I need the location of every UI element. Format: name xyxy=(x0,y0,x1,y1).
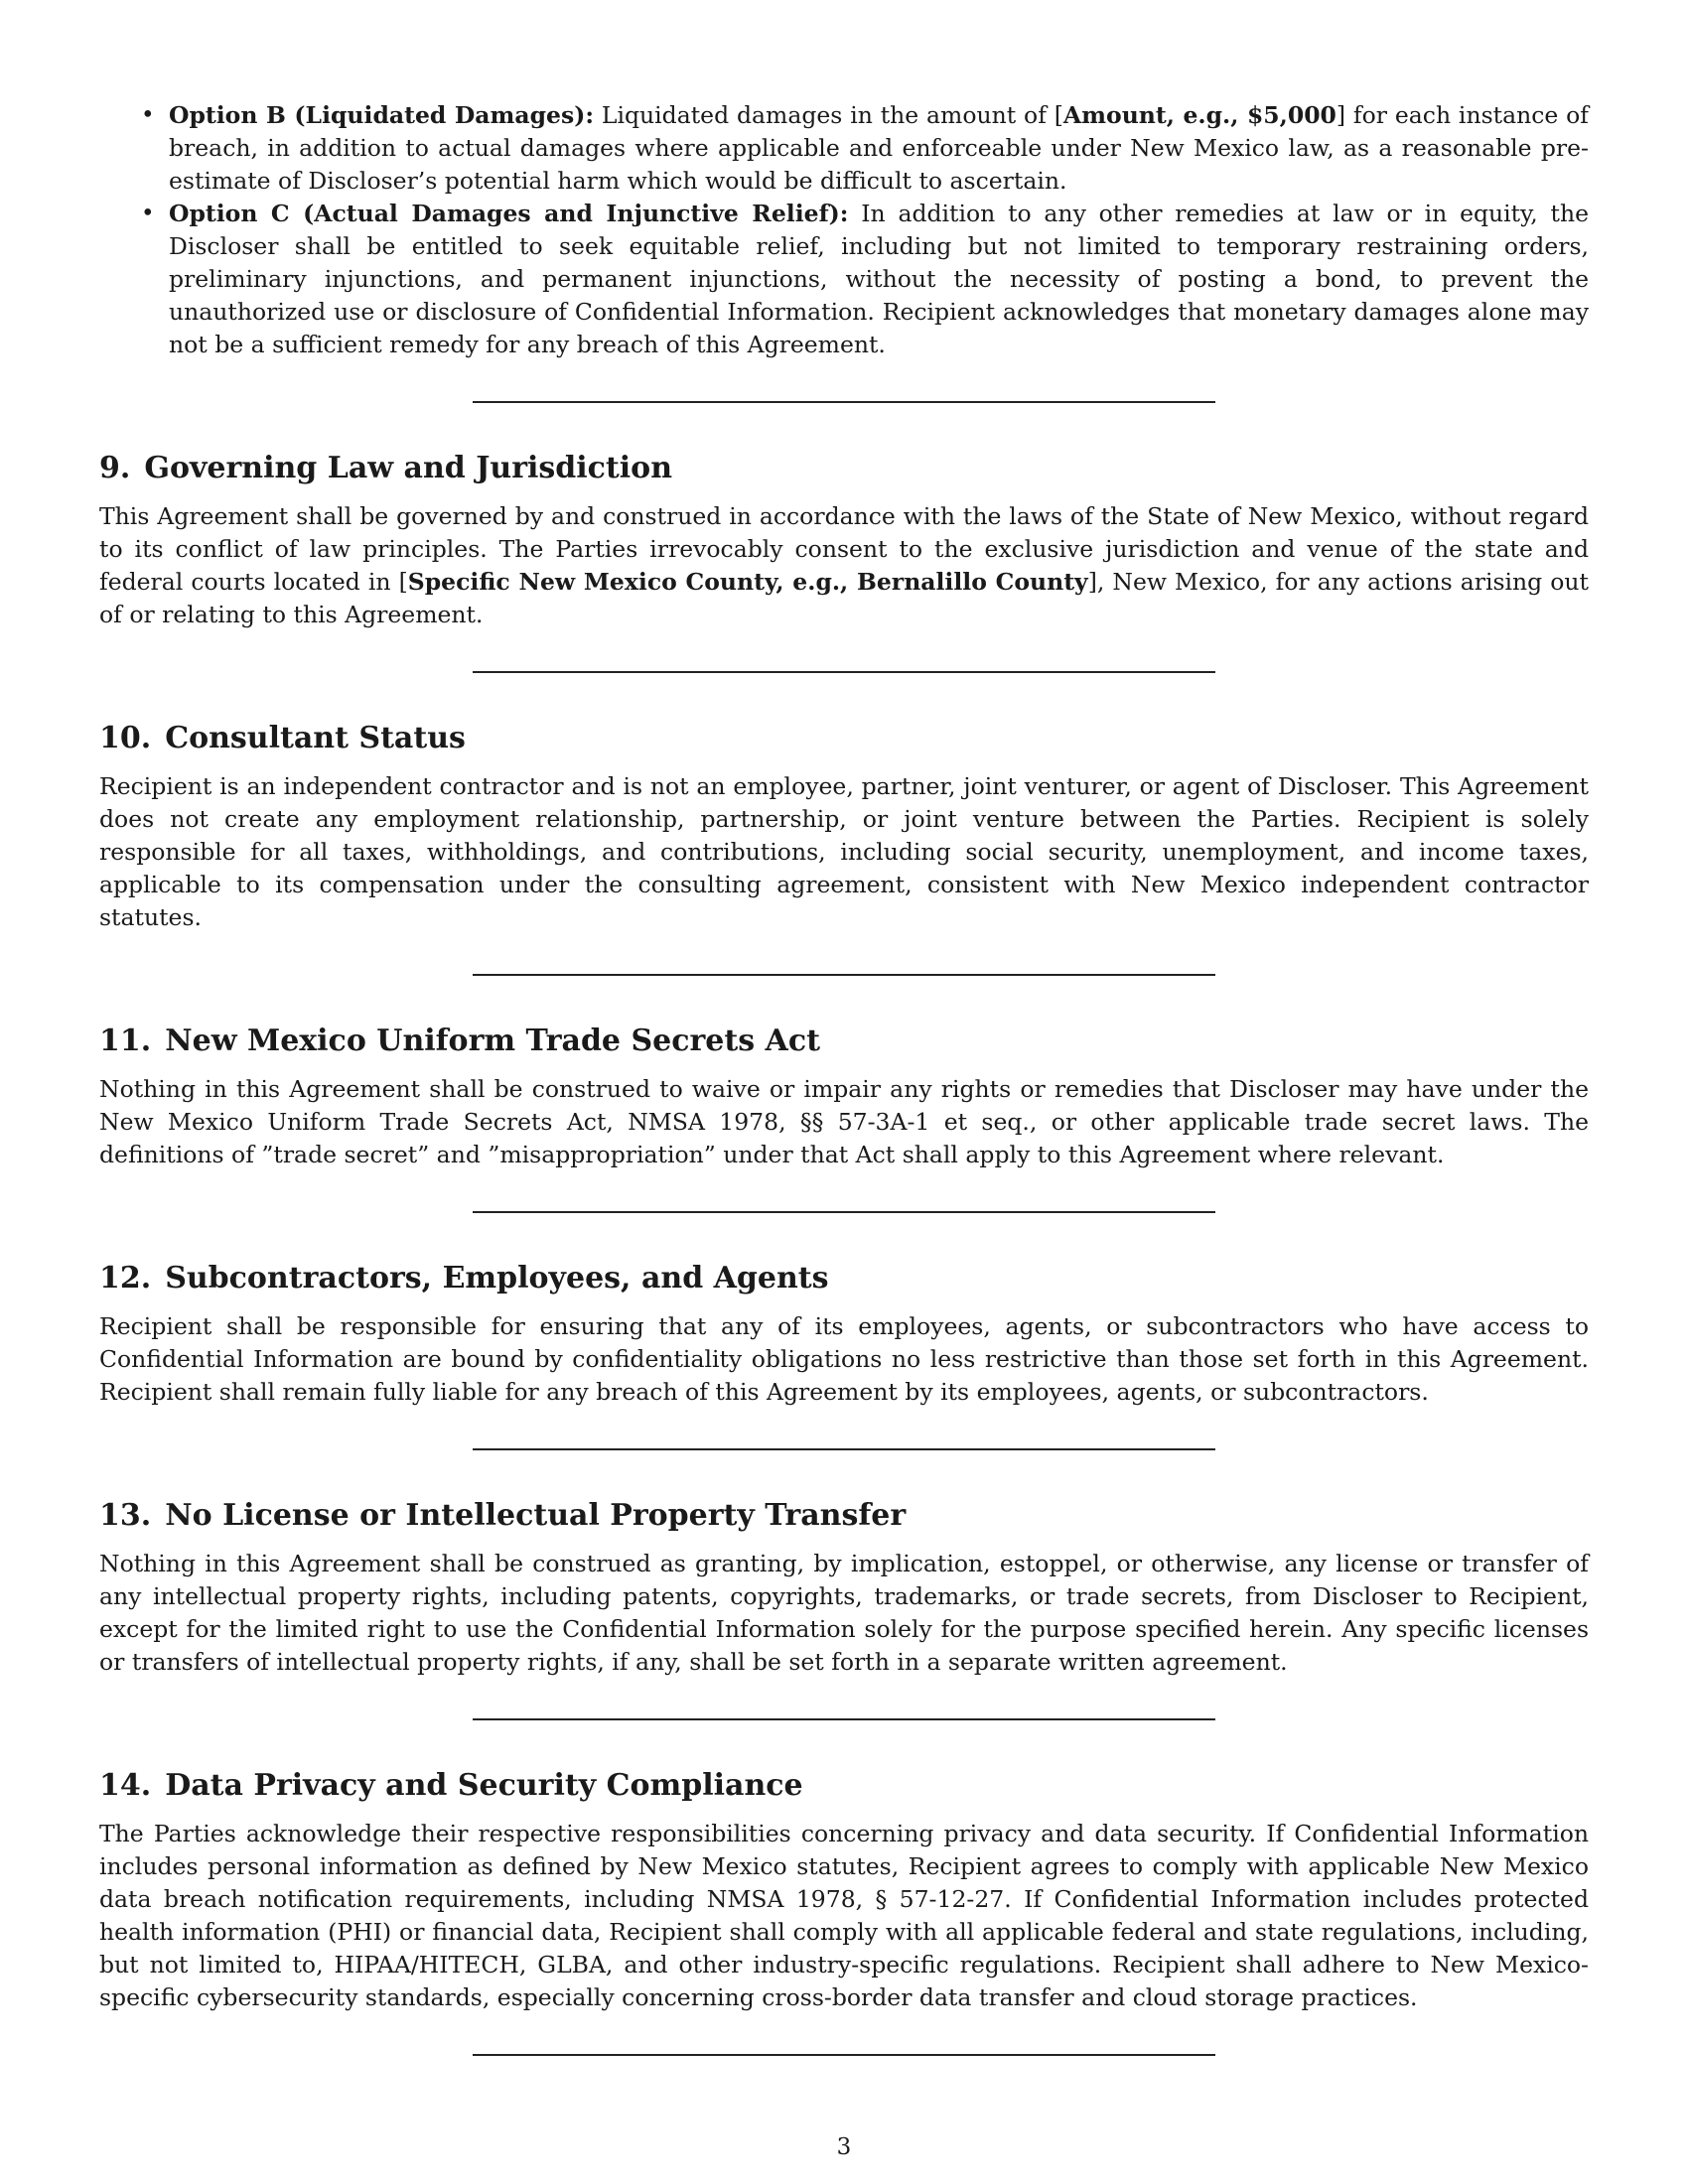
section-divider xyxy=(473,2054,1215,2056)
option-c-label: Option C (Actual Damages and Injunctive Relief): xyxy=(169,200,849,227)
section-heading xyxy=(99,719,1589,758)
option-c-item xyxy=(141,198,1590,361)
section-title: Subcontractors, Employees, and Agents xyxy=(165,1261,829,1296)
section-body xyxy=(99,500,1589,631)
section-10 xyxy=(99,719,1589,934)
section-12 xyxy=(99,1259,1589,1409)
option-b-text-post: ] for each instance of breach, in addition to actual damages where applicable and enforceable under New Mexico law, as a reasonable pre-estimate of Discloser’s potential harm which would be difficult to ascertain. xyxy=(169,101,1589,195)
section-body-pre: This Agreement shall be governed by and construed in accordance with the laws of the State of New Mexico, without regard to its conflict of law principles. The Parties irrevocably consent to the exclusive jurisdiction and venue of the state and federal courts located in [ xyxy=(99,502,1589,596)
section-body: The Parties acknowledge their respective responsibilities concerning privacy and data security. If Confidential Information includes personal information as defined by New Mexico statutes, Recipient agrees to comply with applicable New Mexico data breach notification requirements, including NMSA 1978, § 57-12-27. If Confidential Information includes protected health information (PHI) or financial data, Recipient shall comply with all applicable federal and state regulations, including, but not limited to, HIPAA/HITECH, GLBA, and other industry-specific regulations. Recipient shall adhere to New Mexico-specific cybersecurity standards, especially concerning cross-border data transfer and cloud storage practices. xyxy=(99,1820,1589,2011)
section-divider xyxy=(473,1448,1215,1450)
document-page xyxy=(99,99,1589,2056)
section-body: Recipient shall be responsible for ensuring that any of its employees, agents, or subcontractors who have access to Confidential Information are bound by confidentiality obligations no less restrictive than those set forth in this Agreement. Recipient shall remain fully liable for any breach of this Agreement by its employees, agents, or subcontractors. xyxy=(99,1312,1589,1406)
section-heading xyxy=(99,449,1589,488)
page-number: 3 xyxy=(836,2134,852,2160)
section-number: 11. xyxy=(99,1024,152,1058)
section-divider xyxy=(473,974,1215,976)
section-divider xyxy=(473,1718,1215,1720)
remedy-options-list xyxy=(99,99,1589,361)
section-heading xyxy=(99,1259,1589,1298)
section-heading xyxy=(99,1766,1589,1806)
section-11 xyxy=(99,1022,1589,1171)
option-b-text-pre: Liquidated damages in the amount of [ xyxy=(594,101,1063,129)
section-number: 12. xyxy=(99,1261,152,1296)
section-body: Recipient is an independent contractor and is not an employee, partner, joint venturer, or agent of Discloser. This Agreement does not create any employment relationship, partnership, or joint venture between the Parties. Recipient is solely responsible for all taxes, withholdings, and contributions, including social security, unemployment, and income taxes, applicable to its compensation under the consulting agreement, consistent with New Mexico independent contractor statutes. xyxy=(99,772,1589,931)
option-b-item xyxy=(141,99,1589,198)
section-title: No License or Intellectual Property Transfer xyxy=(165,1498,907,1533)
section-title: Data Privacy and Security Compliance xyxy=(165,1768,803,1803)
section-divider xyxy=(473,401,1215,403)
section-number: 9. xyxy=(99,451,131,485)
section-title: Governing Law and Jurisdiction xyxy=(144,451,673,485)
option-b-amount-placeholder: Amount, e.g., $5,000 xyxy=(1062,101,1336,129)
section-number: 14. xyxy=(99,1768,152,1803)
section-body-post: ], New Mexico, for any actions arising out of or relating to this Agreement. xyxy=(99,568,1589,628)
bullet-icon: • xyxy=(141,201,155,226)
section-title: Consultant Status xyxy=(165,721,466,755)
section-divider xyxy=(473,671,1215,673)
section-divider xyxy=(473,1211,1215,1213)
section-body: Nothing in this Agreement shall be construed as granting, by implication, estoppel, or otherwise, any license or transfer of any intellectual property rights, including patents, copyrights, trademarks, or trade secrets, from Discloser to Recipient, except for the limited right to use the Confidential Information solely for the purpose specified herein. Any specific licenses or transfers of intellectual property rights, if any, shall be set forth in a separate written agreement. xyxy=(99,1550,1589,1676)
section-title: New Mexico Uniform Trade Secrets Act xyxy=(165,1024,820,1058)
section-heading xyxy=(99,1022,1589,1061)
section-number: 13. xyxy=(99,1498,152,1533)
option-c-text: In addition to any other remedies at law or in equity, the Discloser shall be entitled to seek equitable relief, including but not limited to temporary restraining orders, preliminary injunctions, and permanent injunctions, without the necessity of posting a bond, to prevent the unauthorized use or disclosure of Confidential Information. Recipient acknowledges that monetary damages alone may not be a sufficient remedy for any breach of this Agreement. xyxy=(169,200,1590,358)
option-b-label: Option B (Liquidated Damages): xyxy=(169,101,595,129)
bullet-icon: • xyxy=(141,102,155,128)
section-14 xyxy=(99,1766,1589,2014)
section-9 xyxy=(99,449,1589,631)
section-number: 10. xyxy=(99,721,152,755)
section-body: Nothing in this Agreement shall be construed to waive or impair any rights or remedies that Discloser may have under the New Mexico Uniform Trade Secrets Act, NMSA 1978, §§ 57-3A-1 et seq., or other applicable trade secret laws. The definitions of ”trade secret” and ”misappropriation” under that Act shall apply to this Agreement where relevant. xyxy=(99,1075,1589,1168)
section-heading xyxy=(99,1496,1589,1536)
county-placeholder: Specific New Mexico County, e.g., Bernalillo County xyxy=(407,568,1088,596)
section-13 xyxy=(99,1496,1589,1679)
